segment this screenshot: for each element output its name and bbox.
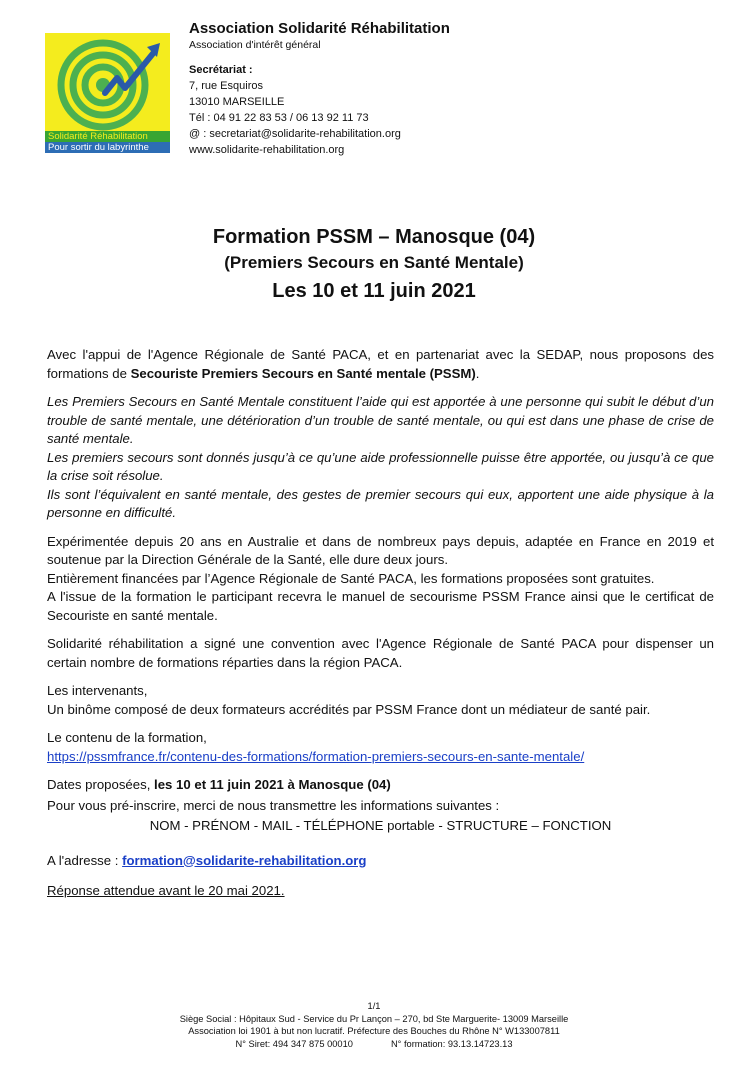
formation-email-link[interactable]: formation@solidarite-rehabilitation.org [122,852,367,868]
dates-value: les 10 et 11 juin 2021 à Manosque (04) [154,777,391,792]
title-line3: Les 10 et 11 juin 2021 [272,280,476,302]
intro-bold: Secouriste Premiers Secours en Santé mentale (PSSM) [130,365,476,381]
org-name: Association Solidarité Réhabilitation [189,20,450,37]
intro-paragraph [47,346,714,383]
experience-2: Entièrement financées par l’Agence Régionale de Santé PACA, les formations proposées sont gratuites. [47,570,655,586]
contenu-link[interactable]: https://pssmfrance.fr/contenu-des-formations/formation-premiers-secours-en-sante-mentale/ [47,748,585,764]
logo-caption-line2: Pour sortir du labyrinthe [45,142,170,153]
labyrinth-target-icon [45,33,170,133]
title-line1: Formation PSSM – Manosque (04) [212,226,536,248]
address-line2: 13010 MARSEILLE [189,96,285,108]
adresse-paragraph [47,852,714,871]
logo-caption [45,131,170,153]
formation-number: N° formation: 93.13.14723.13 [390,1038,513,1049]
convention-paragraph: Solidarité réhabilitation a signé une convention avec l'Agence Régionale de Santé PACA pour dispenser un certain nombre de formations réparties dans la région PACA. [47,636,714,670]
letterhead [189,20,450,158]
definition-2: Les premiers secours sont donnés jusqu’à ce qu’une aide professionnelle puisse être apportée, ou jusqu’à ce que la crise soit résolue. [47,449,714,483]
adresse-label: A l'adresse : [47,852,123,868]
secretariat-email: @ : secretariat@solidarite-rehabilitation.org [189,128,401,140]
footer-line1: Siège Social : Hôpitaux Sud - Service du Pr Lançon – 270, bd Ste Marguerite- 13009 Marseille [179,1013,569,1024]
phone-numbers: Tél : 04 91 22 83 53 / 06 13 92 11 73 [189,112,369,124]
document-body [47,346,714,911]
siret-number: N° Siret: 494 347 875 00010 [235,1038,353,1049]
preinscription-text: Pour vous pré-inscrire, merci de nous transmettre les informations suivantes : [47,797,500,813]
dates-paragraph [47,776,714,795]
address-line1: 7, rue Esquiros [189,80,263,92]
intro-end: . [475,365,480,381]
contenu-paragraph [47,729,714,766]
document-title [0,222,748,308]
intervenants-paragraph [47,682,714,719]
website: www.solidarite-rehabilitation.org [189,144,345,156]
definition-paragraph [47,393,714,523]
definition-3: Ils sont l’équivalent en santé mentale, des gestes de premier secours qui eux, apportent une aide physique à la personne en difficulté. [47,486,714,520]
required-fields: NOM - PRÉNOM - MAIL - TÉLÉPHONE portable - STRUCTURE – FONCTION [149,818,612,833]
dates-label: Dates proposées, [47,777,155,792]
org-subtitle: Association d'intérêt général [189,39,321,51]
logo-caption-line1: Solidarité Réhabilitation [45,131,170,142]
experience-1: Expérimentée depuis 20 ans en Australie et dans de nombreux pays depuis, adaptée en France en 2019 et soutenue par la Direction Générale de la Santé, elle dure deux jours. [47,533,714,567]
intervenants-text: Un binôme composé de deux formateurs accrédités par PSSM France dont un médiateur de santé pair. [47,701,651,717]
experience-3: A l'issue de la formation le participant recevra le manuel de secourisme PSSM France ainsi que le certificat de Secouriste en santé mentale. [47,589,714,623]
reponse-deadline: Réponse attendue avant le 20 mai 2021. [47,883,285,898]
title-line2: (Premiers Secours en Santé Mentale) [224,253,524,272]
secretariat-label: Secrétariat : [189,64,253,76]
definition-1: Les Premiers Secours en Santé Mentale constituent l’aide qui est apportée à une personne qui subit le début d’un trouble de santé mentale, une détérioration d’un trouble de santé mentale, ou qui est dans une phase de crise de santé mentale. [47,394,714,446]
footer-line2: Association loi 1901 à but non lucratif. Préfecture des Bouches du Rhône N° W133007811 [188,1026,560,1036]
page-footer [0,1000,748,1050]
intervenants-label: Les intervenants, [47,683,148,698]
experience-paragraph [47,533,714,626]
footer-line3 [0,1038,748,1051]
contenu-label: Le contenu de la formation, [47,730,207,745]
intro-text: Avec l'appui de l'Agence Régionale de Santé PACA, et en partenariat avec la SEDAP, nous proposons des formations de [47,347,714,381]
page-number: 1/1 [367,1001,381,1011]
